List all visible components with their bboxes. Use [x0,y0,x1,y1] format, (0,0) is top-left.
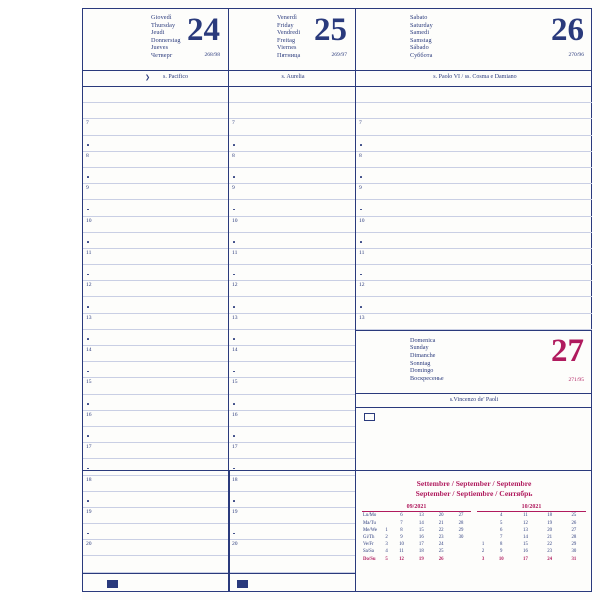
hour-slot-8[interactable]: 8 [356,152,592,168]
hour-slot-half[interactable] [356,297,592,313]
hour-slot-7[interactable]: 7 [83,119,228,135]
day-name-fr: Jeudi [151,29,165,37]
calendar-grid [477,513,586,563]
hour-slot-half[interactable] [229,136,355,152]
hour-slot-half[interactable] [229,330,355,346]
hour-slot-10[interactable]: 10 [83,217,228,233]
day-name-es: Domingo [410,367,434,375]
day-name-ru: Четверг [151,51,173,59]
sunday-saint-name: s.Vincenzo de' Paoli [356,393,592,407]
hour-slot-16[interactable]: 16 [229,411,355,427]
hour-slot-15[interactable]: 15 [229,378,355,394]
calendar-row: 1 8 15 22 29 [481,542,577,548]
calendar-month-october [477,504,586,563]
hour-slot-14[interactable]: 14 [229,346,355,362]
day-name-it: Giovedì [151,14,172,21]
day-name-en: Saturday [410,21,433,29]
day-progress: 270/96 [568,52,584,58]
hour-slot-17[interactable]: 17 [83,443,228,459]
hour-slot-half[interactable] [83,233,228,249]
calendar-row: 6 13 20 27 [500,527,577,533]
hour-slot-13[interactable]: 13 [356,314,592,330]
hour-slot-12[interactable]: 12 [83,281,228,297]
day-number: 24 [187,12,220,48]
calendar-title-line2: September / Septiembre / Сентябрь [415,489,533,498]
calendar-row: 2 9 16 23 30 [481,549,577,555]
hour-slot-18[interactable]: 18 [83,476,228,492]
day-header [356,8,592,70]
hour-slot-9[interactable]: 9 [83,184,228,200]
calendar-month-label: 09/2021 [362,504,471,512]
calendar-row: 3 10 17 24 31 [481,556,577,562]
saint-name: s. Aurelia [281,74,305,80]
moon-phase-icon: ❯ [145,75,151,81]
day-name-en: Friday [277,21,294,29]
calendar-row: Sa/Sa 4 11 18 25 [363,549,444,555]
hour-slot-half[interactable] [83,427,228,443]
hour-slot-18[interactable]: 18 [229,476,355,492]
sunday-progress: 271/95 [568,376,584,383]
hour-slot-half[interactable] [83,362,228,378]
hour-slot-7[interactable]: 7 [356,119,592,135]
hour-slot-half[interactable] [83,200,228,216]
hour-slot-9[interactable]: 9 [229,184,355,200]
day-name-de: Donnerstag [151,36,181,44]
hour-slot-9[interactable]: 9 [356,184,592,200]
day-name-de: Freitag [277,36,296,44]
hour-slot-half[interactable] [229,168,355,184]
hour-slot-14[interactable]: 14 [83,346,228,362]
hour-slot-half[interactable] [356,233,592,249]
hour-slot-16[interactable]: 16 [83,411,228,427]
day-name-de: Samstag [410,36,432,44]
hour-slot-half[interactable] [229,233,355,249]
calendar-row: Me/We 1 8 15 22 29 [363,527,464,533]
hour-slot-8[interactable]: 8 [83,152,228,168]
hour-slot[interactable] [356,87,592,103]
calendar-row: Gi/Th 2 9 16 23 30 [363,534,464,540]
day-name-it: Venerdì [277,14,297,21]
day-progress: 268/98 [204,52,220,58]
day-name-es: Jueves [151,44,169,52]
hour-slot-11[interactable]: 11 [229,249,355,265]
hour-slot-13[interactable]: 13 [83,314,228,330]
hour-slot-10[interactable]: 10 [229,217,355,233]
hour-slot-11[interactable]: 11 [83,249,228,265]
hour-slot-15[interactable]: 15 [83,378,228,394]
day-number: 26 [551,12,584,48]
hour-slot[interactable] [229,103,355,119]
hour-slot-half[interactable] [356,265,592,281]
hour-slot-half[interactable] [356,168,592,184]
calendar-title [362,479,586,499]
hour-slot-7[interactable]: 7 [229,119,355,135]
hour-slot-half[interactable] [83,168,228,184]
hour-slot-half[interactable] [229,427,355,443]
calendar-row: Ve/Fr 3 10 17 24 [363,542,444,548]
saint-line [229,71,355,86]
day-name-ru: Пятница [277,51,301,59]
hour-slot[interactable] [83,87,228,103]
hour-slot-half[interactable] [356,200,592,216]
hour-slot-10[interactable]: 10 [356,217,592,233]
hour-slot-half[interactable] [83,395,228,411]
day-name-ru: Суббота [410,51,433,59]
hour-slot-half[interactable] [83,136,228,152]
day-number: 25 [314,12,347,48]
notes-area-left[interactable] [83,470,355,592]
day-name-fr: Samedi [410,29,430,37]
day-header [83,8,228,70]
calendar-row: 5 12 19 26 [500,520,577,526]
saint-name: s. Paolo VI / ss. Cosma e Damiano [433,74,517,80]
calendar-row: 7 14 21 28 [500,534,577,540]
hour-slot-8[interactable]: 8 [229,152,355,168]
calendar-title-line1: Settembre / September / Septembre [416,479,532,488]
hour-slot[interactable] [229,87,355,103]
hour-slot[interactable] [83,103,228,119]
calendar-grid [362,513,471,563]
day-name-it: Sabato [410,14,428,21]
hour-slot-half[interactable] [229,362,355,378]
day-progress: 269/97 [331,52,347,58]
calendar-month-label: 10/2021 [477,504,586,512]
note-icon [364,413,375,421]
hour-slot-half[interactable] [356,136,592,152]
hour-slot-half[interactable] [83,330,228,346]
day-name-fr: Dimanche [410,352,436,359]
hour-slot-half[interactable] [229,297,355,313]
hour-slot-half[interactable] [229,265,355,281]
hour-slot-13[interactable]: 13 [229,314,355,330]
hour-slot-17[interactable]: 17 [229,443,355,459]
hour-slot-12[interactable]: 12 [356,281,592,297]
day-name-it: Domenica [410,336,436,344]
hour-slot-half[interactable] [229,200,355,216]
saint-line [83,71,228,86]
day-name-ru: Воскресенье [410,374,444,382]
sunday-block [356,330,592,428]
sunday-note-row[interactable] [356,407,592,428]
calendar-row: Ma/Tu 7 14 21 28 [363,520,464,526]
hour-slot-half[interactable] [83,265,228,281]
notes-area-separator [229,470,230,592]
month-calendar-block [356,470,592,592]
hour-slot-19[interactable]: 19 [83,508,228,524]
day-header [229,8,355,70]
hour-grid [356,87,592,330]
hour-slot-11[interactable]: 11 [356,249,592,265]
hour-slot-19[interactable]: 19 [229,508,355,524]
day-column-saturday-sunday [356,8,592,428]
hour-slot[interactable] [356,103,592,119]
saint-name: s. Pacifico [163,74,188,80]
day-name-es: Sábado [410,44,429,52]
binding-margin [0,0,82,600]
day-name-en: Thursday [151,21,176,29]
hour-slot-half[interactable] [229,395,355,411]
calendar-row: Do/Su 5 12 19 26 [363,556,444,562]
sunday-number: 27 [551,332,584,369]
calendar-month-september [362,504,471,563]
sunday-header [356,331,592,393]
calendar-row: Lu/Mo 6 13 20 27 [363,513,464,519]
hour-slot-half[interactable] [83,297,228,313]
hour-slot-20[interactable]: 20 [83,540,228,556]
day-name-fr: Vendredi [277,29,301,37]
day-name-de: Sonntag [410,359,431,367]
day-name-en: Sunday [410,344,429,352]
calendar-row: 4 11 18 25 [500,513,577,519]
saint-line [356,71,592,86]
day-name-es: Viernes [277,44,297,52]
hour-slot-20[interactable]: 20 [229,540,355,556]
hour-slot-12[interactable]: 12 [229,281,355,297]
